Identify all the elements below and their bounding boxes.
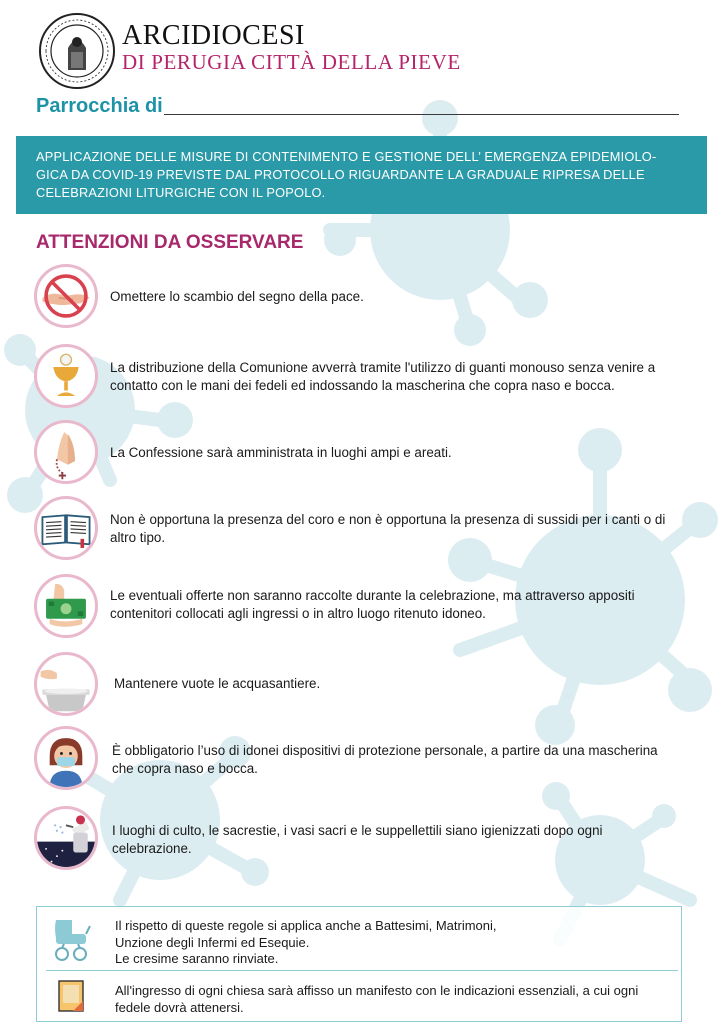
section-title: ATTENZIONI DA OSSERVARE [36, 232, 304, 253]
holy-water-font-icon [34, 652, 98, 716]
chalice-icon [34, 344, 98, 408]
notes-separator [46, 970, 678, 971]
protocol-banner [16, 136, 707, 214]
note-line: All'ingresso di ogni chiesa sarà affisso un manifesto con le indicazioni essenziali, a cui ogni [115, 983, 639, 998]
rule-line: Non è opportuna la presenza del coro e non è opportuna la presenza di sussidi per i canti o di [110, 512, 666, 527]
note-text [115, 983, 638, 1016]
note-line: Le cresime saranno rinviate. [115, 951, 279, 966]
organization-name: ARCIDIOCESI [122, 20, 305, 51]
rule-line: celebrazione. [112, 841, 192, 856]
open-book-icon [34, 496, 98, 560]
rule-line: altro tipo. [110, 530, 166, 545]
parish-name-line [164, 114, 679, 115]
sanitizer-spray-icon [34, 806, 98, 870]
rule-line: I luoghi di culto, le sacrestie, i vasi sacri e le suppellettili siano igienizzati dopo ogni [112, 823, 603, 838]
rule-line: che copra naso e bocca. [112, 761, 258, 776]
money-hand-icon [34, 574, 98, 638]
note-text [115, 918, 497, 968]
rule-text [110, 444, 452, 462]
parish-label: Parrocchia di [36, 95, 163, 117]
rule-line: Le eventuali offerte non saranno raccolte durante la celebrazione, ma attraverso appositi [110, 588, 635, 603]
archdiocese-seal-logo [38, 12, 116, 90]
rule-line: La distribuzione della Comunione avverrà tramite l'utilizzo di guanti monouso senza venire a [110, 360, 656, 375]
rule-text [110, 359, 655, 395]
rule-text [112, 822, 603, 858]
praying-hands-icon [34, 420, 98, 484]
rule-text [112, 742, 658, 778]
rule-text [110, 587, 635, 623]
rule-line: contenitori collocati agli ingressi o in altro luogo ritenuto idoneo. [110, 606, 486, 621]
rule-text [114, 675, 320, 693]
rule-line: contatto con le mani dei fedeli ed indossando la mascherina che copra naso e bocca. [110, 378, 615, 393]
rule-line: Omettere lo scambio del segno della pace. [110, 289, 364, 304]
rule-text [110, 288, 364, 306]
baby-carriage-icon [50, 912, 92, 962]
banner-line: GICA DA COVID-19 PREVISTE DAL PROTOCOLLO RIGUARDANTE LA GRADUALE RIPRESA DELLE [36, 167, 645, 182]
note-line: Unzione degli Infermi ed Esequie. [115, 934, 310, 950]
banner-line: CELEBRAZIONI LITURGICHE CON IL POPOLO. [36, 185, 326, 200]
rule-line: Mantenere vuote le acquasantiere. [114, 676, 321, 691]
poster-icon [58, 980, 84, 1012]
organization-subtitle: DI PERUGIA CITTÀ DELLA PIEVE [122, 50, 461, 74]
note-line: fedele dovrà attenersi. [115, 999, 244, 1015]
note-line: Il rispetto di queste regole si applica anche a Battesimi, Matrimoni, [115, 918, 497, 933]
rule-line: È obbligatorio l’uso di idonei dispositivi di protezione personale, a partire da una mascherina [112, 743, 658, 758]
banner-line: APPLICAZIONE DELLE MISURE DI CONTENIMENTO E GESTIONE DELL’ EMERGENZA EPIDEMIOLO- [36, 149, 657, 164]
rule-text [110, 511, 665, 547]
rule-line: La Confessione sarà amministrata in luoghi ampi e areati. [110, 445, 452, 460]
masked-child-icon [34, 726, 98, 790]
no-handshake-icon [34, 264, 98, 328]
